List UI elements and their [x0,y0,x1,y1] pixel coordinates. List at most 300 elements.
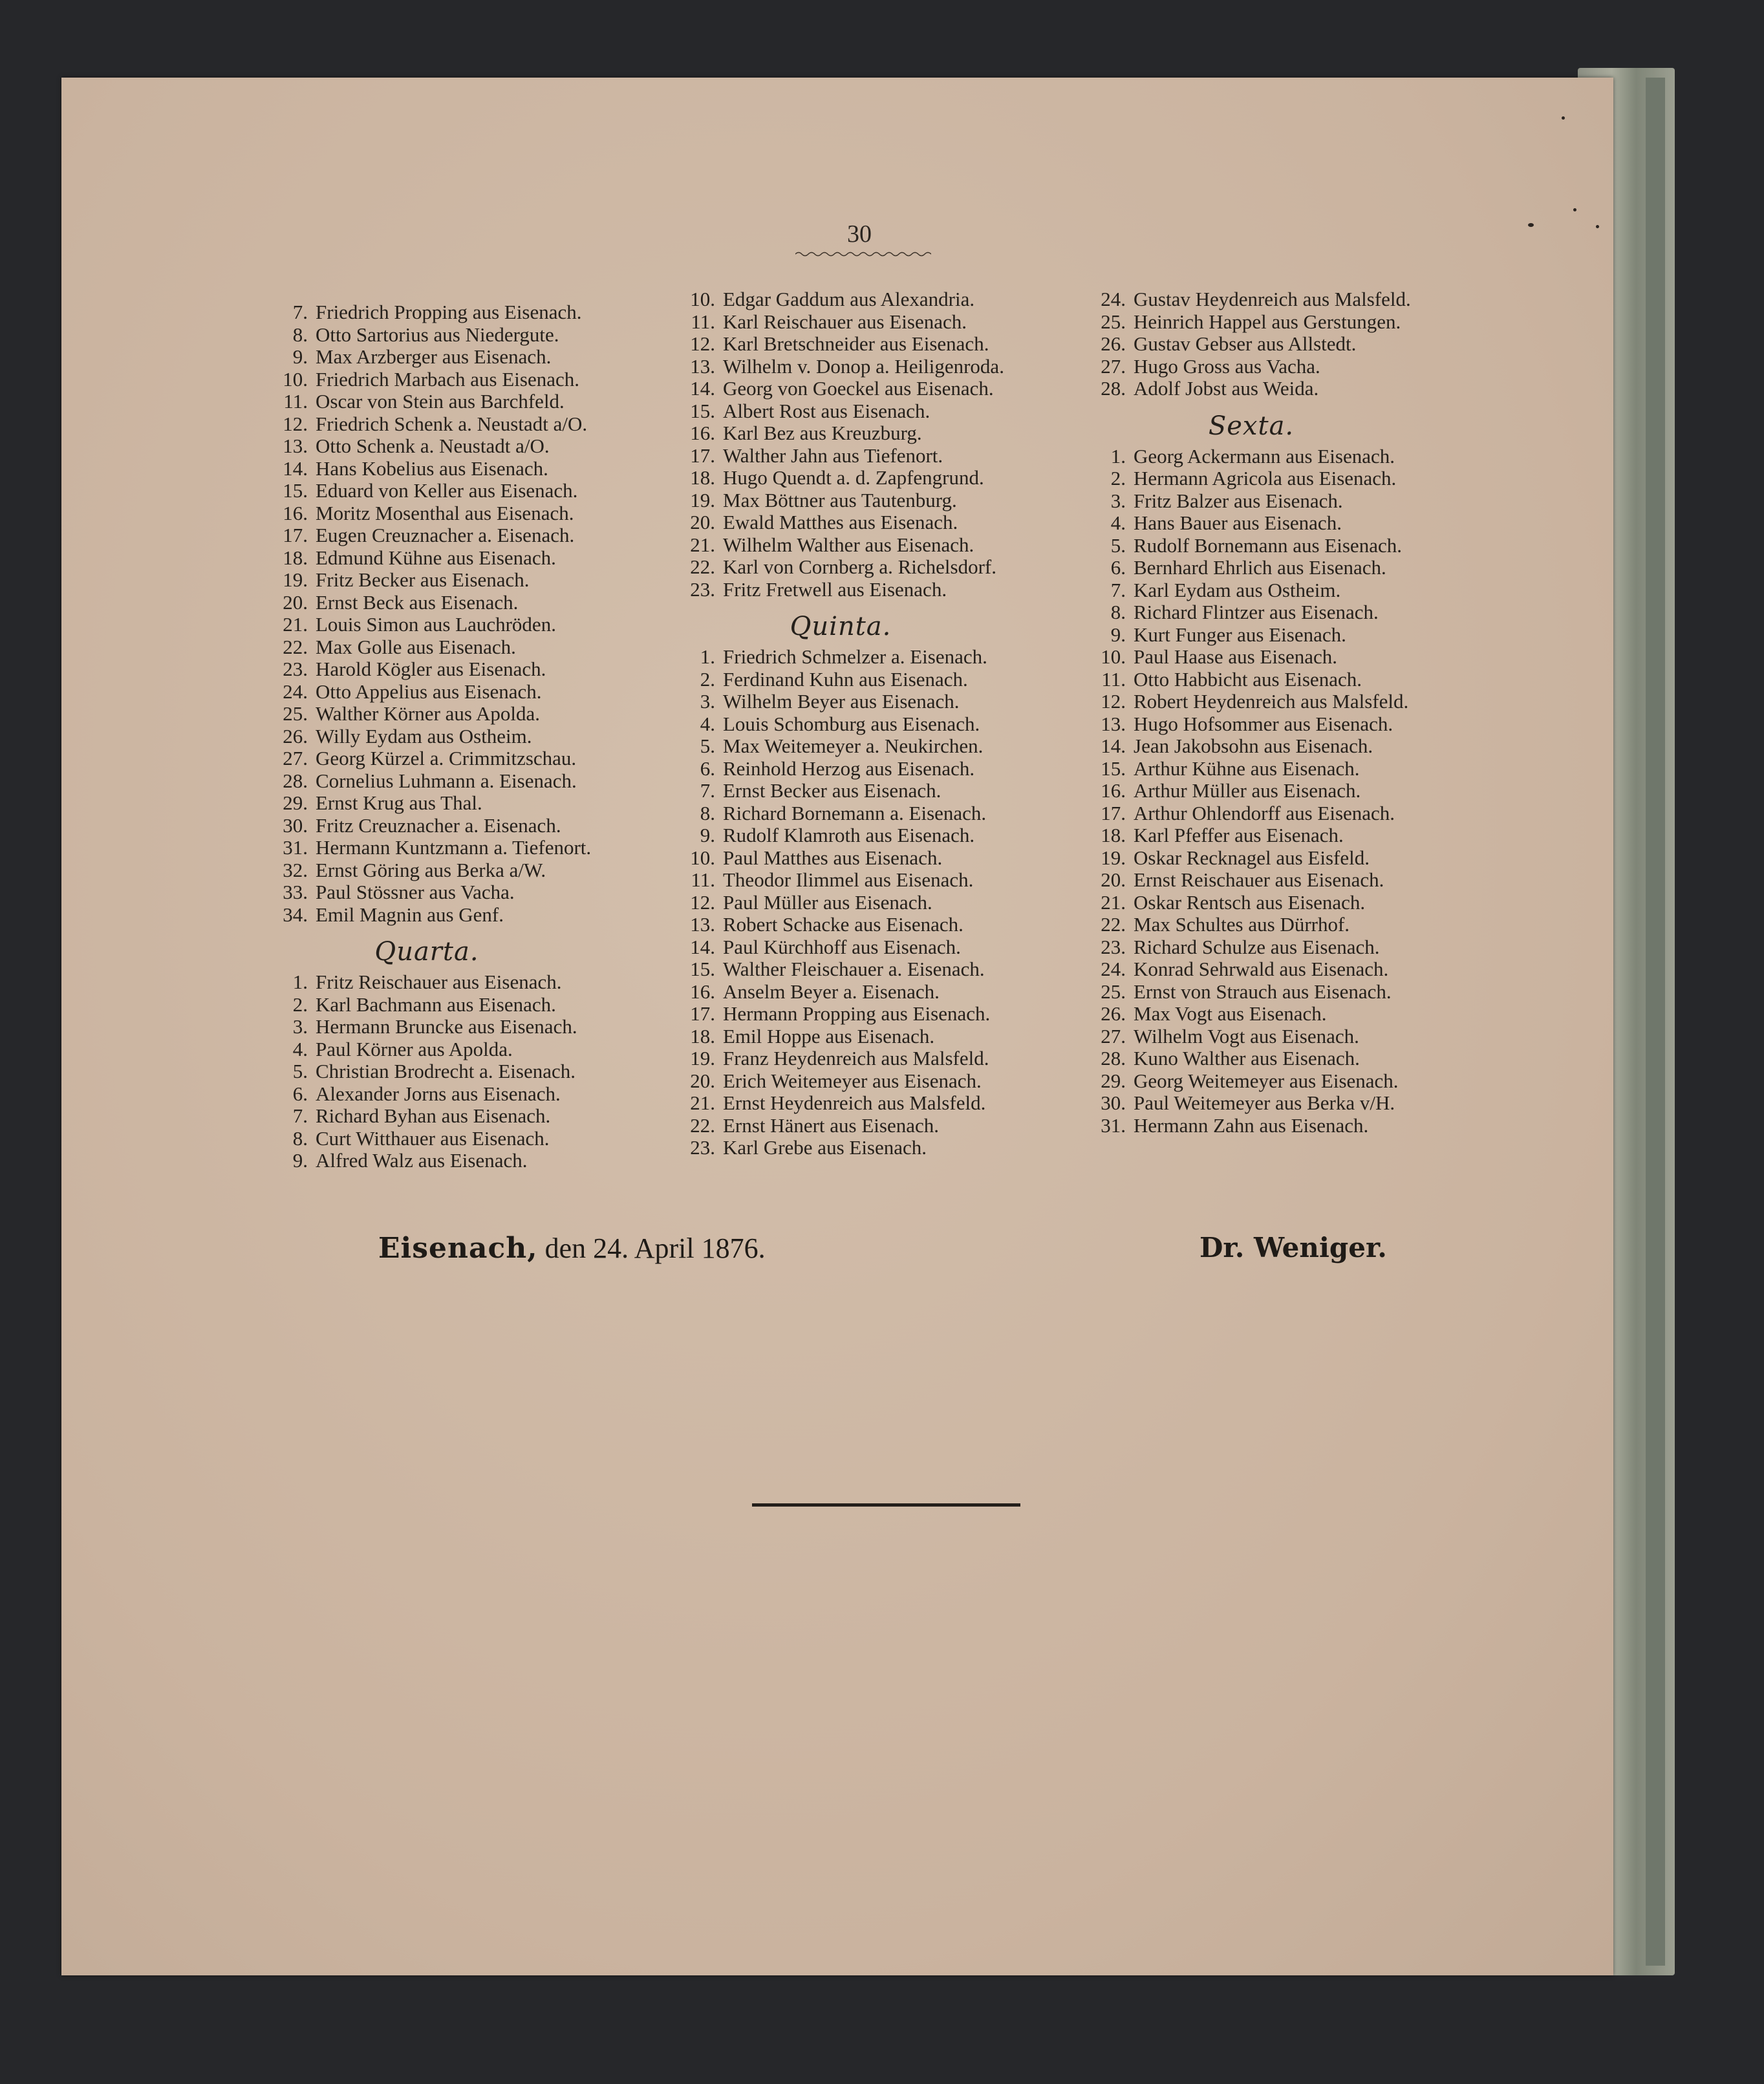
list-item-name: Wilhelm Walther aus Eisenach. [723,533,974,556]
list-item-number: 1. [292,971,308,993]
list-item-number: 9. [292,1149,308,1172]
column-3 [1077,288,1490,1137]
list-item [1077,512,1490,535]
list-item-name: Arthur Ohlendorff aus Eisenach. [1134,801,1395,824]
list-item-number: 25. [1101,980,1126,1003]
list-item-name: Oskar Rentsch aus Eisenach. [1134,890,1366,914]
list-item-number: 16. [1101,779,1126,802]
list-item-number: 32. [283,858,308,881]
date-text: den 24. April 1876. [537,1232,766,1264]
list-item-name: Kuno Walther aus Eisenach. [1134,1047,1360,1069]
list-item [259,391,672,413]
list-item-number: 1. [700,645,715,668]
list-item-name: Hermann Propping aus Eisenach. [723,1002,991,1025]
list-item-number: 11. [283,390,308,413]
list-item [259,658,672,681]
list-item-number: 2. [700,667,715,691]
list-item-number: 15. [690,958,715,980]
list-item-number: 30. [1101,1091,1126,1114]
list-item-number: 6. [1110,556,1126,579]
list-item [259,480,672,502]
list-item-number: 7. [1110,578,1126,601]
list-item [666,467,1086,489]
list-item-number: 23. [690,1136,715,1159]
list-item-name: Oscar von Stein aus Barchfeld. [316,390,565,413]
untertertia-continued-list [259,301,672,926]
list-item-number: 21. [1101,890,1126,914]
list-item [259,1105,672,1128]
list-item-number: 16. [690,980,715,1003]
list-item [259,1038,672,1061]
list-item-name: Ernst Göring aus Berka a/W. [316,858,546,881]
section-heading-quarta: Quarta. [374,937,479,967]
list-item-name: Curt Witthauer aus Eisenach. [316,1126,550,1150]
list-item-number: 33. [283,881,308,903]
list-item [666,1070,1086,1093]
list-item-name: Fritz Creuznacher a. Eisenach. [316,813,561,837]
list-item-name: Otto Schenk a. Neustadt a/O. [316,435,550,457]
list-item-name: Paul Müller aus Eisenach. [723,890,932,914]
list-item-number: 28. [1101,377,1126,400]
list-item-name: Moritz Mosenthal aus Eisenach. [316,501,574,524]
list-item [666,892,1086,914]
list-item [666,869,1086,892]
list-item [666,1003,1086,1026]
list-item [1077,936,1490,959]
section-heading-sexta: Sexta. [1208,411,1295,441]
list-item-name: Friedrich Schmelzer a. Eisenach. [723,645,987,668]
list-item-name: Georg Kürzel a. Crimmitzschau. [316,747,577,769]
list-item [1077,713,1490,736]
list-item [1077,981,1490,1004]
list-item-name: Bernhard Ehrlich aus Eisenach. [1134,556,1386,579]
list-item-name: Edmund Kühne aus Eisenach. [316,546,556,569]
list-item [666,914,1086,936]
list-item-number: 3. [292,1015,308,1038]
list-item [1077,356,1490,378]
list-item-name: Ernst von Strauch aus Eisenach. [1134,980,1392,1003]
list-item-number: 10. [283,367,308,391]
list-item-number: 4. [700,712,715,735]
list-item-name: Friedrich Schenk a. Neustadt a/O. [316,412,588,435]
list-item [259,881,672,904]
list-item-name: Gustav Gebser aus Allstedt. [1134,332,1357,355]
list-item-number: 2. [1110,467,1126,489]
list-item-number: 11. [691,310,715,333]
list-item-name: Otto Habbicht aus Eisenach. [1134,667,1362,691]
list-item-number: 6. [292,1082,308,1105]
list-item [259,502,672,525]
list-item-number: 30. [283,813,308,837]
list-item [259,1128,672,1150]
list-item-number: 26. [1101,332,1126,355]
list-item-number: 11. [691,868,715,891]
list-item [666,646,1086,669]
list-item-name: Karl Pfeffer aus Eisenach. [1134,824,1344,846]
list-item-name: Richard Byhan aus Eisenach. [316,1104,551,1127]
list-item [1077,892,1490,914]
list-item-name: Albert Rost aus Eisenach. [723,399,930,422]
list-item-number: 8. [700,801,715,824]
list-item [1077,1003,1490,1026]
list-item [1077,1115,1490,1137]
list-item-name: Richard Schulze aus Eisenach. [1134,935,1380,958]
list-item-number: 24. [1101,958,1126,980]
signature: Dr. Weniger. [1199,1232,1387,1263]
list-item [259,592,672,614]
list-item-number: 27. [283,747,308,769]
list-item [259,971,672,994]
list-item-name: Paul Stössner aus Vacha. [316,881,515,903]
list-item [1077,1070,1490,1093]
list-item [666,758,1086,780]
list-item [666,579,1086,601]
list-item-name: Robert Heydenreich aus Malsfeld. [1134,690,1409,713]
list-item [1077,824,1490,847]
list-item-number: 27. [1101,354,1126,378]
list-item-name: Walther Fleischauer a. Eisenach. [723,958,985,980]
list-item [259,904,672,927]
list-item [666,936,1086,959]
list-item [1077,914,1490,936]
list-item [1077,869,1490,892]
list-item [1077,446,1490,468]
list-item-name: Fritz Becker aus Eisenach. [316,568,530,591]
list-item-name: Rudolf Bornemann aus Eisenach. [1134,533,1402,557]
list-item-number: 23. [283,658,308,680]
list-item-name: Paul Körner aus Apolda. [316,1037,513,1060]
list-item-name: Paul Weitemeyer aus Berka v/H. [1134,1091,1395,1114]
list-item-name: Wilhelm v. Donop a. Heiligenroda. [723,354,1004,378]
list-item-name: Max Schultes aus Dürrhof. [1134,913,1350,936]
list-item-number: 15. [283,479,308,502]
list-item [1077,378,1490,400]
list-item-number: 29. [1101,1069,1126,1092]
list-item-number: 9. [700,824,715,846]
list-item [259,569,672,592]
list-item-name: Eugen Creuznacher a. Eisenach. [316,524,575,546]
list-item-name: Ewald Matthes aus Eisenach. [723,511,958,533]
list-item [259,435,672,458]
list-item [259,324,672,347]
list-item-name: Hermann Bruncke aus Eisenach. [316,1015,577,1038]
list-item [666,669,1086,691]
list-item-name: Richard Bornemann a. Eisenach. [723,801,987,824]
list-item [259,1060,672,1083]
list-item-number: 8. [1110,601,1126,623]
list-item-number: 21. [283,613,308,636]
list-item-number: 15. [1101,757,1126,780]
list-item [1077,535,1490,557]
list-item-name: Ferdinand Kuhn aus Eisenach. [723,667,968,691]
list-item-name: Arthur Müller aus Eisenach. [1134,779,1361,802]
list-item-name: Max Weitemeyer a. Neukirchen. [723,735,984,757]
list-item-number: 25. [283,702,308,725]
list-item [666,511,1086,534]
list-item-number: 14. [283,457,308,480]
list-item [259,837,672,859]
list-item-name: Karl Grebe aus Eisenach. [723,1136,927,1159]
closing-rule [752,1503,1020,1507]
list-item-name: Fritz Fretwell aus Eisenach. [723,577,947,601]
list-item-number: 18. [690,1024,715,1047]
sexta-list [1077,446,1490,1137]
list-item-number: 2. [292,993,308,1016]
list-item [666,981,1086,1004]
list-item-name: Ernst Reischauer aus Eisenach. [1134,868,1384,891]
list-item [259,703,672,725]
list-item-number: 3. [1110,489,1126,512]
list-item-number: 12. [1101,690,1126,713]
list-item-name: Ernst Heydenreich aus Malsfeld. [723,1091,986,1114]
list-item-name: Konrad Sehrwald aus Eisenach. [1134,958,1389,980]
list-item-name: Theodor Ilimmel aus Eisenach. [723,868,974,891]
list-item [666,489,1086,512]
list-item-name: Hans Kobelius aus Eisenach. [316,457,548,480]
list-item-name: Jean Jakobsohn aus Eisenach. [1134,735,1373,757]
list-item [1077,1092,1490,1115]
list-item-name: Alfred Walz aus Eisenach. [316,1149,528,1172]
list-item [666,311,1086,334]
list-item-name: Max Arzberger aus Eisenach. [316,345,552,368]
list-item [666,824,1086,847]
list-item-number: 22. [283,635,308,658]
list-item [1077,490,1490,513]
list-item-number: 26. [283,724,308,747]
list-item-name: Heinrich Happel aus Gerstungen. [1134,310,1401,333]
list-item-number: 31. [1101,1113,1126,1137]
list-item [666,713,1086,736]
list-item [666,356,1086,378]
list-item [666,958,1086,981]
list-item [259,413,672,436]
list-item-name: Max Vogt aus Eisenach. [1134,1002,1327,1025]
list-item [666,802,1086,825]
list-item [666,1092,1086,1115]
list-item [1077,467,1490,490]
list-item [259,346,672,369]
list-item-name: Fritz Reischauer aus Eisenach. [316,971,562,993]
list-item [666,691,1086,713]
ink-speck [1596,225,1599,228]
list-item-name: Harold Kögler aus Eisenach. [316,658,546,680]
list-item [666,288,1086,311]
list-item [1077,758,1490,780]
list-item-number: 24. [1101,288,1126,310]
ink-speck [1562,116,1565,120]
list-item-number: 22. [690,1113,715,1137]
list-item [1077,691,1490,713]
list-item [1077,311,1490,334]
list-item [1077,958,1490,981]
list-item-number: 17. [1101,801,1126,824]
list-item [666,1026,1086,1048]
list-item [666,534,1086,557]
list-item [1077,646,1490,669]
list-item-name: Richard Flintzer aus Eisenach. [1134,601,1379,623]
list-item-number: 7. [292,301,308,323]
list-item-name: Otto Appelius aus Eisenach. [316,680,542,703]
list-item [259,458,672,480]
list-item-name: Friedrich Marbach aus Eisenach. [316,367,580,391]
list-item [259,859,672,882]
ink-speck [1573,208,1576,211]
list-item-name: Ernst Hänert aus Eisenach. [723,1113,939,1137]
list-item-name: Kurt Funger aus Eisenach. [1134,623,1346,646]
list-item [259,369,672,391]
list-item-name: Louis Simon aus Lauchröden. [316,613,556,636]
list-item-number: 26. [1101,1002,1126,1025]
list-item-name: Wilhelm Vogt aus Eisenach. [1134,1024,1359,1047]
list-item [1077,579,1490,602]
column-1 [259,301,672,1172]
quinta-continued-list [1077,288,1490,400]
list-item-number: 31. [283,836,308,859]
list-item-name: Paul Haase aus Eisenach. [1134,645,1338,668]
list-item-number: 12. [283,412,308,435]
list-item-number: 20. [690,1069,715,1092]
list-item-number: 28. [283,769,308,792]
list-item-name: Louis Schomburg aus Eisenach. [723,712,980,735]
list-item-number: 17. [283,524,308,546]
list-item-number: 21. [690,1091,715,1114]
list-item-number: 5. [700,735,715,757]
list-item-name: Hermann Zahn aus Eisenach. [1134,1113,1369,1137]
list-item [259,725,672,748]
list-item-name: Karl Bretschneider aus Eisenach. [723,332,989,355]
list-item [666,556,1086,579]
page-number-ornament [795,251,931,257]
list-item-name: Hugo Gross aus Vacha. [1134,354,1320,378]
list-item-number: 1. [1110,444,1126,467]
list-item-name: Rudolf Klamroth aus Eisenach. [723,824,975,846]
list-item-number: 13. [690,354,715,378]
list-item-name: Eduard von Keller aus Eisenach. [316,479,578,502]
list-item [259,815,672,837]
list-item-number: 4. [292,1037,308,1060]
list-item-number: 19. [283,568,308,591]
list-item-number: 6. [700,757,715,780]
list-item [666,333,1086,356]
list-item [259,792,672,815]
list-item-name: Oskar Recknagel aus Eisfeld. [1134,846,1370,869]
list-item-number: 7. [700,779,715,802]
list-item-name: Franz Heydenreich aus Malsfeld. [723,1047,989,1069]
list-item [666,735,1086,758]
list-item [666,847,1086,870]
list-item-name: Ernst Krug aus Thal. [316,791,482,814]
list-item-name: Max Böttner aus Tautenburg. [723,488,957,511]
list-item [259,614,672,636]
list-item-number: 18. [283,546,308,569]
list-item-number: 19. [690,488,715,511]
list-item-number: 34. [283,903,308,926]
list-item-name: Walther Jahn aus Tiefenort. [723,444,943,467]
list-item-number: 28. [1101,1047,1126,1069]
list-item-name: Alexander Jorns aus Eisenach. [316,1082,561,1105]
list-item-name: Karl Reischauer aus Eisenach. [723,310,967,333]
list-item-number: 19. [690,1047,715,1069]
list-item-name: Karl von Cornberg a. Richelsdorf. [723,555,996,578]
list-item [666,400,1086,423]
list-item [1077,288,1490,311]
quarta-list [259,971,672,1172]
list-item-name: Fritz Balzer aus Eisenach. [1134,489,1343,512]
list-item [259,547,672,570]
list-item-number: 14. [690,935,715,958]
list-item-number: 13. [690,913,715,936]
list-item-number: 3. [700,690,715,713]
list-item-number: 22. [1101,913,1126,936]
list-item-number: 10. [690,288,715,310]
list-item [666,445,1086,467]
list-item-name: Gustav Heydenreich aus Malsfeld. [1134,288,1411,310]
list-item-name: Ernst Becker aus Eisenach. [723,779,941,802]
list-item-number: 12. [690,890,715,914]
list-item [666,422,1086,445]
list-item [666,1047,1086,1070]
list-item [666,378,1086,400]
list-item-name: Emil Magnin aus Genf. [316,903,504,926]
list-item-number: 15. [690,399,715,422]
list-item-name: Georg Ackermann aus Eisenach. [1134,444,1395,467]
list-item [1077,333,1490,356]
list-item-name: Hugo Quendt a. d. Zapfengrund. [723,466,984,489]
list-item [259,770,672,793]
list-item-number: 10. [690,846,715,869]
list-item-name: Erich Weitemeyer aus Eisenach. [723,1069,982,1092]
list-item-number: 24. [283,680,308,703]
list-item-name: Emil Hoppe aus Eisenach. [723,1024,935,1047]
list-item-number: 8. [292,323,308,346]
list-item-name: Robert Schacke aus Eisenach. [723,913,963,936]
list-item [259,681,672,704]
list-item-name: Ernst Beck aus Eisenach. [316,590,519,614]
ink-speck [1528,223,1534,227]
list-item-name: Max Golle aus Eisenach. [316,635,516,658]
list-item-number: 13. [283,435,308,457]
list-item-name: Hans Bauer aus Eisenach. [1134,511,1342,534]
list-item-number: 18. [1101,824,1126,846]
book-board-spine [1646,78,1665,1966]
list-item-number: 17. [690,444,715,467]
list-item [259,1150,672,1172]
page-number: 30 [847,220,872,248]
list-item-number: 20. [690,511,715,533]
list-item-number: 23. [1101,935,1126,958]
list-item-number: 20. [1101,868,1126,891]
list-item-name: Christian Brodrecht a. Eisenach. [316,1060,576,1082]
list-item-name: Hermann Agricola aus Eisenach. [1134,467,1397,489]
list-item-name: Edgar Gaddum aus Alexandria. [723,288,975,310]
list-item [259,636,672,659]
list-item-name: Anselm Beyer a. Eisenach. [723,980,940,1003]
list-item [259,1083,672,1106]
list-item-name: Cornelius Luhmann a. Eisenach. [316,769,577,792]
list-item [1077,624,1490,647]
list-item-number: 22. [690,555,715,578]
section-heading-quinta: Quinta. [790,612,892,641]
list-item [1077,735,1490,758]
list-item-number: 21. [690,533,715,556]
list-item-name: Karl Bachmann aus Eisenach. [316,993,556,1016]
list-item-number: 17. [690,1002,715,1025]
list-item-number: 13. [1101,712,1126,735]
list-item-number: 14. [1101,735,1126,757]
list-item [666,1137,1086,1159]
list-item-number: 16. [690,422,715,444]
list-item-number: 19. [1101,846,1126,869]
